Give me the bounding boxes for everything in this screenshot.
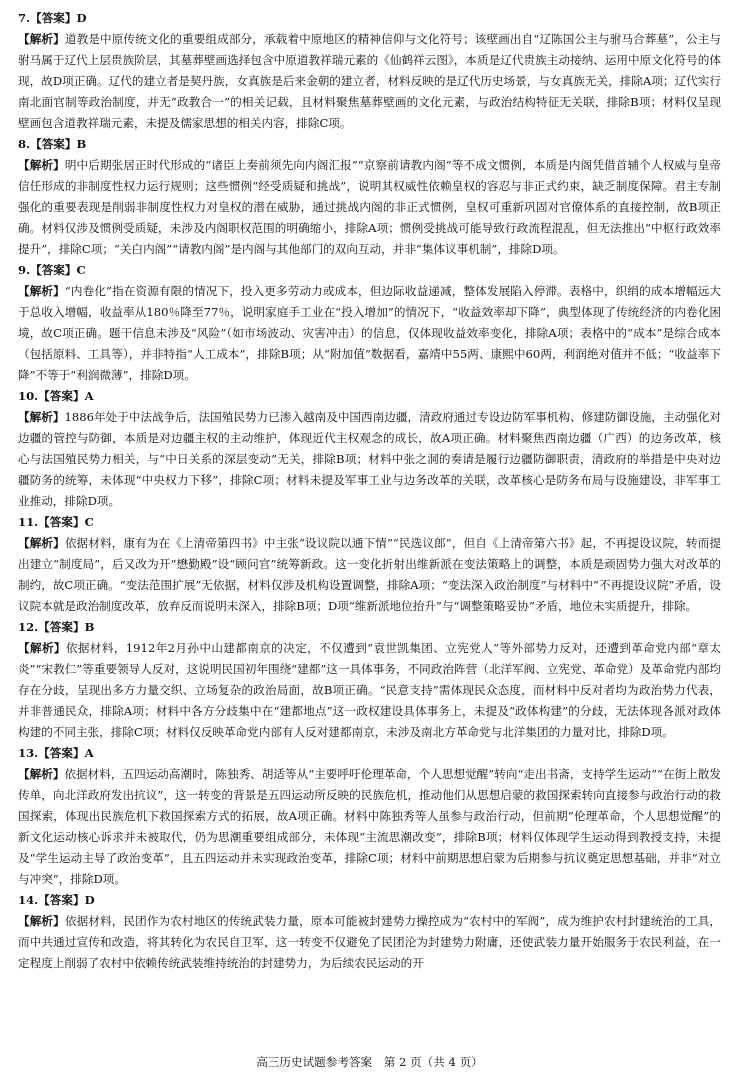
answer-tag: 【答案】 [30, 11, 77, 25]
page-footer: 高三历史试题参考答案 第 2 页（共 4 页） [256, 1055, 483, 1069]
question-number: 8. [18, 137, 31, 151]
question-11 [18, 512, 721, 617]
answer-line [18, 512, 721, 533]
analysis-text: 道教是中原传统文化的重要组成部分，承载着中原地区的精神信仰与文化符号；该壁画出自“辽陈国公主与驸马合葬墓”，公主与驸马属于辽代上层贵族阶层，其墓葬壁画选择包含中原道教祥瑞元素的《仙鹤祥云图》，本质是辽代贵族主动接纳、运用中原文化符号的体现，故D项正确。辽代的建立者是契丹族，女真族是后来金朝的建立者，材料反映的是辽代历史场景，与女真族无关，排除A项；辽代实行南北面官制等政治制度，并无“政教合一”的相关记载，且材料聚焦墓葬壁画的文化元素，与政治结构特征无关联，排除B项；材料仅呈现壁画包含道教祥瑞元素，未提及儒家思想的相关内容，排除C项。 [18, 32, 721, 130]
analysis-paragraph [18, 764, 721, 890]
analysis-text: 依据材料，1912年2月孙中山建都南京的决定，不仅遭到“袁世凯集团、立宪党人”等外部势力反对，还遭到革命党内部“章太炎”“宋教仁”等重要领导人反对，这说明民国初年围绕“建都”这一具体事务，不同政治阵营（北洋军阀、立宪党、革命党）及革命党内部均存在分歧，呈现出多方力量交织、立场复杂的政治局面，故B项正确。“民意支持”需体现民众态度，而材料中反对者均为政治势力代表，并非普通民众，排除A项；材料中各方分歧集中在“建都地点”这一政权建设具体事务上，未提及“政体构建”的分歧，无法体现各派对政体构建的不同主张，排除C项；材料仅反映革命党内部有人反对建都南京，未涉及南北方革命党与北洋集团的力量对比，排除D项。 [18, 641, 721, 739]
answer-line [18, 617, 721, 638]
question-12 [18, 617, 721, 743]
analysis-tag: 【解析】 [18, 410, 65, 424]
analysis-tag: 【解析】 [18, 914, 65, 928]
analysis-paragraph [18, 638, 721, 743]
answer-line [18, 134, 721, 155]
question-number: 14. [18, 893, 39, 907]
answer-letter: B [84, 620, 95, 634]
analysis-paragraph [18, 281, 721, 386]
question-number: 12. [18, 620, 39, 634]
question-7 [18, 8, 721, 134]
answer-line [18, 386, 721, 407]
question-10 [18, 386, 721, 512]
answer-tag: 【答案】 [38, 746, 85, 760]
answer-tag: 【答案】 [38, 389, 85, 403]
analysis-tag: 【解析】 [18, 641, 66, 655]
question-number: 9. [18, 263, 31, 277]
answer-letter: D [76, 11, 87, 25]
analysis-paragraph [18, 155, 721, 260]
answer-tag: 【答案】 [38, 893, 85, 907]
answer-line [18, 743, 721, 764]
question-14 [18, 890, 721, 974]
analysis-paragraph [18, 533, 721, 617]
answer-line [18, 8, 721, 29]
answer-letter: A [84, 746, 94, 760]
analysis-text: 依据材料，康有为在《上清帝第四书》中主张“设议院以通下情”“民选议郎”，但自《上清帝第六书》起，不再提设议院，转而提出建立“制度局”，后又改为开“懋勤殿”设“顾问官”统筹新政。这一变化折射出维新派在变法策略上的调整，本质是顽固势力强大对改革的制约，故C项正确。“变法范围扩展”无依据，材料仅涉及机构设置调整，排除A项；“变法深入政治制度”与材料中“不再提设议院”矛盾，设议院本就是政治制度改革，放弃反而说明未深入，排除B项；D项“维新派地位抬升”与“调整策略妥协”矛盾，地位未实质提升，排除。 [18, 536, 721, 613]
answer-line [18, 890, 721, 911]
analysis-tag: 【解析】 [18, 536, 65, 550]
question-8 [18, 134, 721, 260]
answer-tag: 【答案】 [30, 137, 77, 151]
answer-letter: C [84, 515, 94, 529]
analysis-text: “内卷化”指在资源有限的情况下，投入更多劳动力或成本，但边际收益递减，整体发展陷入停滞。表格中，织绢的成本增幅远大于总收入增幅，收益率从180％降至77％，说明家庭手工业在“投入增加”的情况下，“收益效率却下降”，典型体现了传统经济的内卷化困境，故C项正确。题干信息未涉及“风险”（如市场波动、灾害冲击）的信息，仅体现收益效率变化，排除A项；表格中的“成本”是综合成本（包括原料、工具等），并非特指“人工成本”，排除B项；从“附加值”数据看，嘉靖中55两、康熙中60两，利润绝对值并不低；“收益率下降”不等于“利润微薄”，排除D项。 [18, 284, 721, 382]
answer-tag: 【答案】 [30, 263, 77, 277]
question-13 [18, 743, 721, 890]
analysis-text: 依据材料，民团作为农村地区的传统武装力量，原本可能被封建势力操控成为“农村中的军阀”，成为维护农村封建统治的工具，而中共通过宣传和改造，将其转化为农民自卫军，这一转变不仅避免了民团沦为封建势力附庸，还使武装力量开始服务于农民利益，在一定程度上削弱了农村中依赖传统武装维持统治的封建势力，为后续农民运动的开 [18, 914, 721, 970]
analysis-text: 1886年处于中法战争后，法国殖民势力已渗入越南及中国西南边疆，清政府通过专设边防军事机构、修建防御设施，主动强化对边疆的管控与防御，本质是对边疆主权的主动维护，体现近代主权观念的成长，故A项正确。材料聚焦西南边疆（广西）的边务改革，核心与法国殖民势力相关，与“中日关系的深层变动”无关，排除B项；材料中张之洞的奏请是履行边疆防御职责，清政府的举措是中央对边疆防务的统筹，未体现“中央权力下移”，排除C项；材料未提及军事工业与边务改革的关联，改革核心是防务布局与设施建设，非军事工业推动，排除D项。 [18, 410, 721, 508]
answer-letter: C [76, 263, 86, 277]
question-9 [18, 260, 721, 386]
answer-letter: A [84, 389, 94, 403]
answer-line [18, 260, 721, 281]
answer-tag: 【答案】 [38, 515, 85, 529]
analysis-text: 依据材料，五四运动高潮时，陈独秀、胡适等从“主要呼吁伦理革命，个人思想觉醒”转向“走出书斋，支持学生运动”“在街上散发传单，向北洋政府发出抗议”，这一转变的背景是五四运动所反映的民族危机，推动他们从思想启蒙的救国探索转向直接参与政治行动的救国探索，体现出民族危机下救国探索方式的拓展，故A项正确。材料中陈独秀等人虽参与政治行动，但前期“伦理革命，个人思想觉醒”的新文化运动核心诉求并未被取代，仍为思潮重要组成部分，未体现“主流思潮改变”，排除B项；材料仅体现学生运动得到教授支持，未提及“学生运动主导了政治变革”，且五四运动并未实现政治变革，排除C项；材料中前期思想启蒙为后期参与抗议奠定思想基础，并非“对立与冲突”，排除D项。 [18, 767, 721, 886]
answer-tag: 【答案】 [38, 620, 85, 634]
question-number: 7. [18, 11, 31, 25]
question-number: 13. [18, 746, 39, 760]
analysis-tag: 【解析】 [18, 284, 65, 298]
question-number: 10. [18, 389, 39, 403]
question-number: 11. [18, 515, 39, 529]
answer-letter: B [76, 137, 87, 151]
analysis-text: 明中后期张居正时代形成的“诸臣上奏前须先向内阁汇报”“京察前请教内阁”等不成文惯例，本质是内阁凭借首辅个人权威与皇帝信任形成的非制度性权力运行规则；这些惯例“经受质疑和挑战”，说明其权威性依赖皇权的容忍与非正式约束，缺乏制度保障。君主专制强化的重要表现是削弱非制度性权力对皇权的潜在威胁，通过挑战内阁的非正式惯例，皇权可重新巩固对官僚体系的直接控制，故B项正确。材料仅涉及惯例受质疑，未涉及内阁职权范围的明确缩小，排除A项；惯例受挑战可能导致行政流程混乱，但无法推出“中枢行政效率提升”，排除C项；“关白内阁”“请教内阁”是内阁与其他部门的双向互动，并非“集体议事机制”，排除D项。 [18, 158, 721, 256]
analysis-tag: 【解析】 [18, 158, 65, 172]
analysis-paragraph [18, 407, 721, 512]
analysis-tag: 【解析】 [18, 767, 65, 781]
analysis-paragraph [18, 29, 721, 134]
analysis-tag: 【解析】 [18, 32, 65, 46]
answer-letter: D [84, 893, 95, 907]
analysis-paragraph [18, 911, 721, 974]
